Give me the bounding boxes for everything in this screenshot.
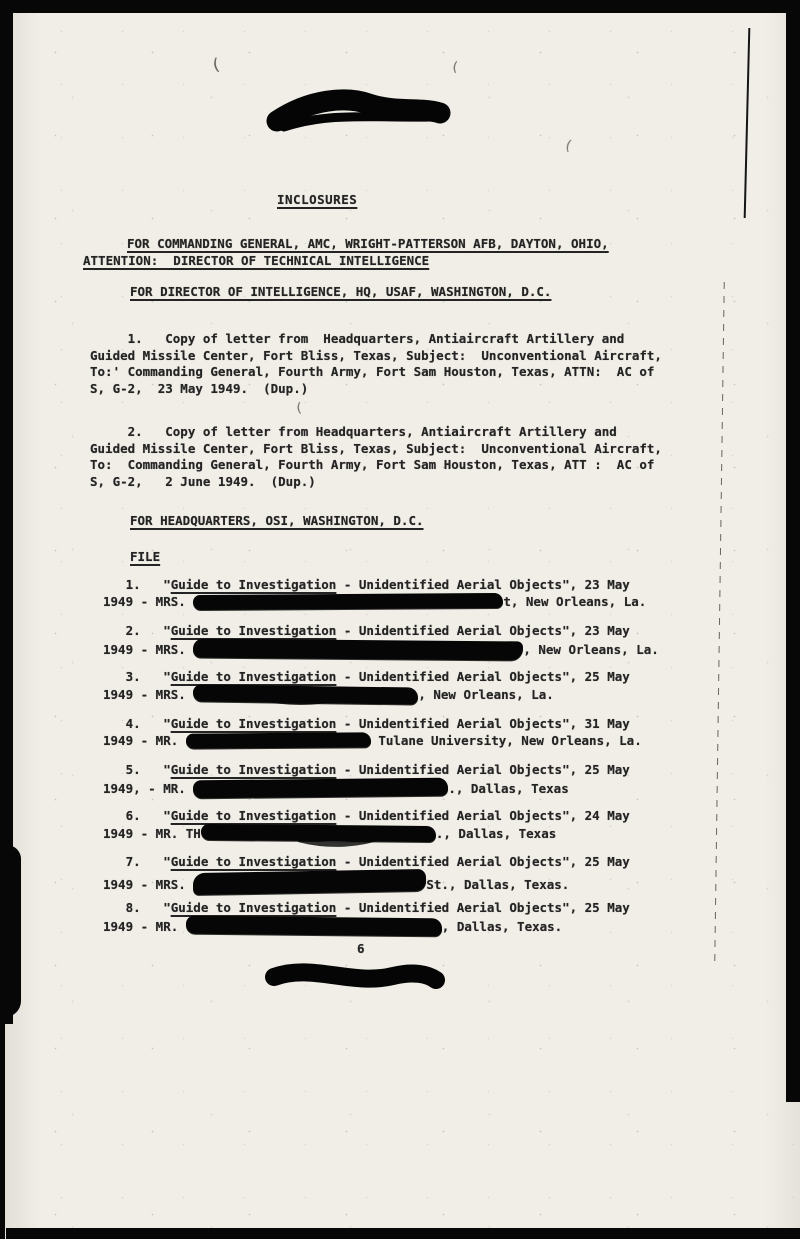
redaction-bar — [193, 592, 503, 609]
heading-commanding-general — [83, 236, 609, 269]
paragraph-line: To: Commanding General, Fourth Army, Fort Sam Houston, Texas, ATT : AC of — [90, 457, 655, 472]
heading-commanding-general-line2: ATTENTION: DIRECTOR OF TECHNICAL INTELLIGENCE — [83, 252, 430, 268]
paragraph-line: S, G-2, 23 May 1949. (Dup.) — [90, 380, 309, 396]
scan-artifact-mark: ( — [562, 137, 575, 155]
file-item-line2: 1949 - MRS. , New Orleans, La. — [103, 640, 659, 659]
enclosure-paragraph-2 — [90, 424, 662, 490]
file-item-line1: 5. "Guide to Investigation - Unidentified Aerial Objects", 25 May — [103, 762, 630, 777]
redaction-bar — [193, 868, 426, 894]
redaction-bar — [186, 732, 371, 748]
redaction-bar — [201, 823, 436, 841]
redaction-bar — [193, 777, 448, 798]
file-item-line1: 4. "Guide to Investigation - Unidentified Aerial Objects", 31 May — [103, 716, 630, 731]
file-item-line2: 1949 - MRS. , New Orleans, La. — [103, 686, 630, 704]
top-redaction-stroke — [277, 100, 440, 121]
file-item-5 — [103, 762, 630, 797]
heading-headquarters-osi: FOR HEADQUARTERS, OSI, WASHINGTON, D.C. — [130, 513, 424, 528]
scan-edge-bottom — [6, 1228, 800, 1239]
scan-artifact-mark: ( — [450, 59, 460, 76]
redaction-bar — [193, 684, 418, 704]
page-number: 6 — [357, 941, 365, 956]
file-item-line2: 1949, - MR. ., Dallas, Texas — [103, 779, 630, 798]
scan-artifact-mark: ( — [294, 400, 304, 417]
enclosure-paragraph-1 — [90, 331, 662, 397]
paragraph-line: Guided Missile Center, Fort Bliss, Texas, Subject: Unconventional Aircraft, — [90, 347, 662, 363]
redaction-bar — [193, 638, 523, 660]
heading-commanding-general-line1: FOR COMMANDING GENERAL, AMC, WRIGHT-PATTERSON AFB, DAYTON, OHIO, — [127, 236, 609, 251]
file-item-3 — [103, 669, 630, 703]
scan-edge-left-bulge — [0, 845, 21, 1017]
file-item-line2: 1949 - MRS. t, New Orleans, La. — [103, 593, 647, 609]
paragraph-line: S, G-2, 2 June 1949. (Dup.) — [90, 473, 316, 489]
file-item-line2: 1949 - MR. TH ., Dallas, Texas — [103, 825, 630, 843]
scan-edge-left-thin — [0, 1020, 5, 1239]
file-item-7 — [103, 854, 630, 893]
file-item-line1: 6. "Guide to Investigation - Unidentified Aerial Objects", 24 May — [103, 808, 630, 823]
file-section-label: FILE — [130, 549, 161, 564]
file-item-line1: 2. "Guide to Investigation - Unidentified Aerial Objects", 23 May — [103, 623, 630, 638]
scan-edge-right — [786, 0, 800, 1102]
paragraph-line: 1. Copy of letter from Headquarters, Antiaircraft Artillery and — [90, 331, 625, 346]
page-title: INCLOSURES — [277, 192, 358, 207]
scan-artifact-mark: ( — [209, 54, 223, 75]
file-item-line2: 1949 - MR. , Dallas, Texas. — [103, 917, 630, 936]
file-item-line1: 8. "Guide to Investigation - Unidentified Aerial Objects", 25 May — [103, 900, 630, 915]
file-item-8 — [103, 900, 630, 935]
file-item-2 — [103, 623, 659, 659]
scratch-line — [744, 28, 751, 218]
file-item-line2: 1949 - MRS. St., Dallas, Texas. — [103, 871, 630, 894]
bottom-redaction-stroke — [274, 972, 436, 980]
file-item-line1: 7. "Guide to Investigation - Unidentified Aerial Objects", 25 May — [103, 854, 630, 869]
file-item-4 — [103, 716, 642, 749]
scan-edge-top — [0, 0, 800, 13]
heading-director-intelligence: FOR DIRECTOR OF INTELLIGENCE, HQ, USAF, WASHINGTON, D.C. — [130, 284, 552, 299]
file-item-line1: 1. "Guide to Investigation - Unidentified Aerial Objects", 23 May — [103, 577, 630, 592]
file-item-line2: 1949 - MR. Tulane University, New Orleans, La. — [103, 732, 642, 748]
redaction-bar — [186, 915, 442, 936]
paragraph-line: Guided Missile Center, Fort Bliss, Texas, Subject: Unconventional Aircraft, — [90, 440, 662, 456]
top-redaction-stroke-2 — [284, 117, 432, 127]
paragraph-line: To:' Commanding General, Fourth Army, Fort Sam Houston, Texas, ATTN: AC of — [90, 364, 655, 379]
file-item-1 — [103, 577, 646, 610]
fold-line — [714, 282, 724, 962]
file-item-line1: 3. "Guide to Investigation - Unidentified Aerial Objects", 25 May — [103, 669, 630, 684]
paragraph-line: 2. Copy of letter from Headquarters, Antiaircraft Artillery and — [90, 424, 617, 439]
file-item-6 — [103, 808, 630, 842]
